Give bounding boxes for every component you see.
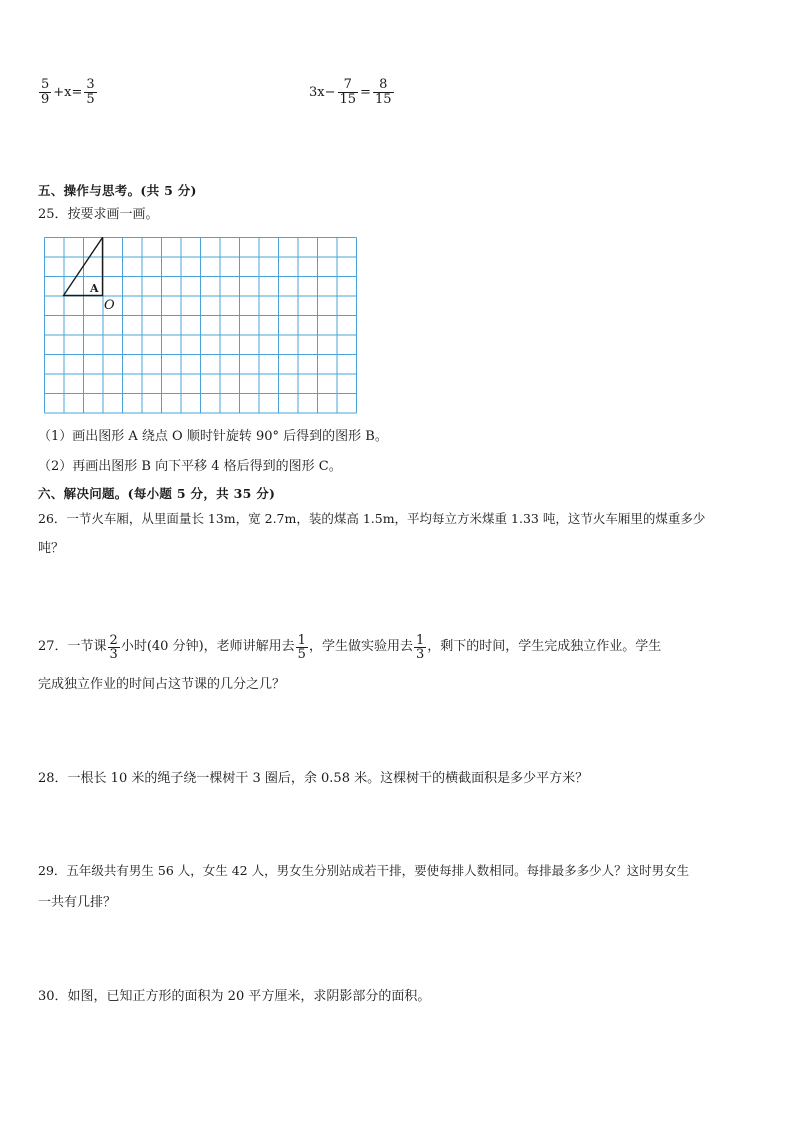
fraction <box>414 634 426 661</box>
question-30: 30．如图，已知正方形的面积为 20 平方厘米，求阴影部分的面积。 <box>38 989 431 1004</box>
question-28: 28．一根长 10 米的绳子绕一棵树干 3 圈后，余 0.58 米。这棵树干的横截面积是多少平方米？ <box>38 771 589 786</box>
question-29-line-2: 一共有几排？ <box>38 895 117 910</box>
fraction <box>108 634 120 661</box>
q27-text-b: 小时(40 分钟)，老师讲解用去 <box>120 639 295 654</box>
fraction <box>39 78 51 107</box>
section-5-title: 五、操作与思考。(共 5 分) <box>38 183 197 198</box>
question-26-line-2: 吨？ <box>38 541 65 556</box>
equation-operator: +x= <box>53 85 83 100</box>
drawing-grid <box>44 237 360 415</box>
numerator: 7 <box>343 77 352 92</box>
fraction <box>296 634 308 661</box>
denominator: 15 <box>374 92 392 107</box>
equation-operator: = <box>360 85 371 100</box>
denominator: 15 <box>339 92 357 107</box>
equation-prefix: 3x− <box>309 85 336 100</box>
question-25: 25．按要求画一画。 <box>38 207 159 222</box>
equation-2 <box>308 78 395 107</box>
q27-text-d: ，剩下的时间，学生完成独立作业。学生 <box>427 639 662 654</box>
numerator: 1 <box>415 632 425 648</box>
point-o-label: O <box>104 298 115 313</box>
denominator: 3 <box>109 646 118 662</box>
section-6-title: 六、解决问题。(每小题 5 分，共 35 分) <box>38 486 276 501</box>
numerator: 2 <box>109 632 118 648</box>
numerator: 1 <box>297 632 306 648</box>
denominator: 9 <box>41 92 50 107</box>
question-27-line-1 <box>38 632 661 662</box>
numerator: 5 <box>41 77 50 92</box>
sub-question-1: （1）画出图形 A 绕点 O 顺时针旋转 90° 后得到的图形 B。 <box>38 429 388 444</box>
fraction <box>338 78 359 107</box>
fraction <box>84 78 96 107</box>
sub-question-2: （2）再画出图形 B 向下平移 4 格后得到的图形 C。 <box>38 459 342 474</box>
question-27-line-2: 完成独立作业的时间占这节课的几分之几？ <box>38 677 286 692</box>
question-26-line-1: 26．一节火车厢，从里面量长 13m，宽 2.7m，装的煤高 1.5m，平均每立方米煤重 1.33 吨，这节火车厢里的煤重多少 <box>38 511 706 526</box>
grid-lines <box>45 238 357 414</box>
numerator: 3 <box>86 77 95 92</box>
shape-a-label: A <box>90 282 99 295</box>
denominator: 5 <box>86 92 95 107</box>
q27-text-c: ，学生做实验用去 <box>308 639 413 654</box>
fraction <box>373 78 394 107</box>
question-29-line-1: 29．五年级共有男生 56 人，女生 42 人，男女生分别站成若干排，要使每排人数相同。每排最多多少人？这时男女生 <box>38 863 690 878</box>
q27-text-a: 27．一节课 <box>38 639 107 654</box>
denominator: 3 <box>415 646 425 662</box>
equation-1 <box>38 78 98 107</box>
denominator: 5 <box>297 646 306 662</box>
numerator: 8 <box>379 77 388 92</box>
